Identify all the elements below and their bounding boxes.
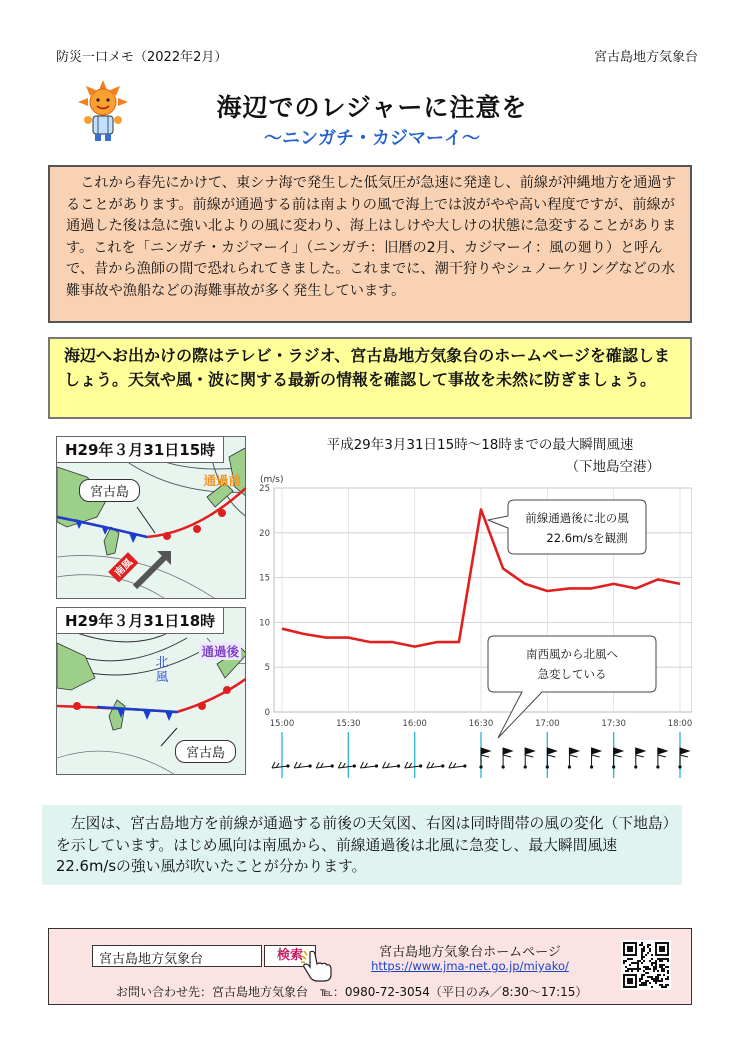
wind-barb-icon [449,762,467,768]
wind-barb-icon [612,748,623,769]
intro-text: これから春先にかけて、東シナ海で発生した低気圧が急速に発達し、前線が沖縄地方を通過することがあります。前線が通過する前は南よりの風で海上では波がやや高い程度ですが、前線が通過した後は急に強い北よりの風に変わり、海上はしけや大しけの状態に急変することがあります。これを「ニンガチ・カジマーイ」（ニンガチ：旧暦の2月、カジマーイ：風の廻り）と呼んで、昔から漁師の間で恐れられてきました。これまでに、潮干狩りやシュノーケリングなどの水難事故や漁船などの海難事故が多く発生しています。 [48,165,692,323]
map-before-island-label: 宮古島 [79,479,140,502]
wind-barb-icon [678,748,689,769]
callout-peak-line2: 22.6m/sを観測 [546,531,628,545]
wind-barb-icon [360,762,378,768]
y-tick-label: 5 [264,663,270,674]
y-tick-label: 15 [259,573,270,584]
x-tick-label: 17:30 [601,719,626,729]
x-tick-label: 18:00 [667,719,692,729]
search-input[interactable]: 宮古島地方気象台 [92,945,262,967]
notice-text: 海辺へお出かけの際はテレビ・ラジオ、宮古島地方気象台のホームページを確認しましょう。天気や風・波に関する最新の情報を確認して事故を未然に防ぎましょう。 [48,337,692,419]
qr-code-icon[interactable] [621,940,671,990]
x-tick-label: 15:30 [336,719,361,729]
org-label: 宮古島地方気象台 [593,50,698,65]
wind-barb-icon [524,748,535,769]
chart-title: 平成29年3月31日15時～18時までの最大瞬間風速 [326,437,634,453]
x-tick-label: 15:00 [269,719,295,729]
memo-label: 防災一口メモ（2022年2月） [56,50,228,65]
callout-shift-line2: 急変している [537,667,607,681]
wind-barb-icon [338,762,356,768]
wind-barb-icon [546,748,557,769]
weather-map-after [56,607,246,775]
search-button[interactable]: 検索 [264,945,316,967]
wind-barb-icon [479,748,490,769]
wind-speed-chart [252,470,692,780]
map-after-badge: 通過後 [201,644,239,659]
map-before-wind-label: 南風 [113,557,136,580]
wind-barb-icon [568,748,579,769]
map-after-wind-label: 北風 [155,654,169,684]
wind-barb-icon [427,762,445,768]
wind-barb-icon [502,748,513,769]
wind-barb-icon [294,762,312,768]
x-tick-label: 16:00 [402,719,427,729]
page-title: 海辺でのレジャーに注意を [216,93,528,122]
wind-barb-icon [634,748,645,769]
x-tick-label: 16:30 [468,719,494,729]
wind-barb-icon [272,762,290,768]
homepage-link[interactable]: https://www.jma-net.go.jp/miyako/ [371,959,569,973]
wind-barb-icon [656,748,667,769]
wind-barb-icon [316,762,334,768]
explanation-text: 左図は、宮古島地方を前線が通過する前後の天気図、右図は同時間帯の風の変化（下地島）を示しています。はじめ風向は南風から、前線通過後は北風に急変し、最大瞬間風速22.6m/sの強い風が吹いたことが分かります。 [42,805,682,885]
wind-barb-icon [383,762,401,768]
y-tick-label: 20 [259,528,270,539]
x-tick-label: 17:00 [535,719,560,729]
map-before-datetime: H29年３月31日15時 [57,437,224,463]
homepage-title: 宮古島地方気象台ホームページ [379,945,561,960]
weather-map-before [56,436,246,599]
map-before-badge: 通過前 [203,473,241,488]
chart-ylabel: (m/s) [260,475,284,485]
contact-info: お問い合わせ先：宮古島地方気象台 ℡：0980-72-3054（平日のみ／8:30～17:15） [116,985,588,999]
wind-barb-icon [405,762,423,768]
y-tick-label: 10 [259,618,270,629]
y-tick-label: 0 [264,708,270,718]
chart-location: （下地島空港） [565,459,660,475]
wind-barb-icon [590,748,601,769]
page-subtitle: ～ニンガチ・カジマーイ～ [264,128,480,149]
map-after-island-label: 宮古島 [175,740,236,763]
map-after-datetime: H29年３月31日18時 [57,608,224,634]
callout-shift-line1: 南西風から北風へ [526,647,618,661]
pointing-hand-icon [300,950,334,982]
callout-peak-line1: 前線通過後に北の風 [525,511,629,525]
y-tick-label: 25 [259,484,270,494]
